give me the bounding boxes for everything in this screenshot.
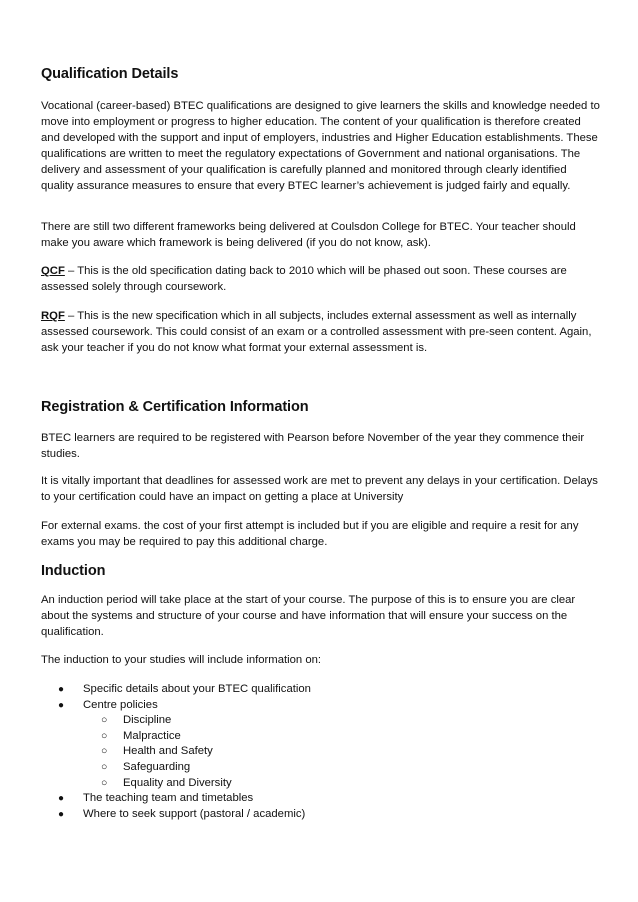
sublist-item bbox=[83, 760, 601, 776]
induction-paragraph-1: An induction period will take place at the start of your course. The purpose of this is to ensure you are clear about the systems and structure of your course and have information that will ensure your success on the qualification. bbox=[41, 594, 576, 638]
induction-heading: Induction bbox=[41, 563, 106, 579]
list-item bbox=[41, 698, 601, 792]
sublist-item-text: Health and Safety bbox=[123, 745, 213, 758]
circle-bullet-icon: ○ bbox=[101, 776, 108, 789]
qcf-label: QCF bbox=[41, 265, 65, 277]
frameworks-paragraph: There are still two different frameworks being delivered at Coulsdon College for BTEC. Your teacher should make you aware which framework is being delivered (if you do not know, ask). bbox=[41, 221, 576, 249]
list-item-text: The teaching team and timetables bbox=[83, 792, 254, 805]
qualification-section bbox=[41, 66, 601, 82]
policies-sublist bbox=[83, 713, 601, 791]
list-item bbox=[41, 682, 601, 698]
induction-p2-block bbox=[41, 653, 601, 669]
bullet-icon: ● bbox=[58, 793, 65, 805]
qcf-block bbox=[41, 264, 601, 296]
induction-paragraph-2: The induction to your studies will include information on: bbox=[41, 654, 322, 666]
registration-p3-block bbox=[41, 519, 601, 551]
rqf-block bbox=[41, 309, 601, 357]
sublist-item-text: Equality and Diversity bbox=[123, 776, 232, 789]
registration-p1-block bbox=[41, 431, 601, 463]
qualification-body bbox=[41, 99, 601, 194]
induction-section bbox=[41, 563, 601, 579]
registration-p2-block bbox=[41, 474, 601, 506]
circle-bullet-icon: ○ bbox=[101, 760, 108, 773]
registration-paragraph-3: For external exams. the cost of your first attempt is included but if you are eligible and require a resit for any exams you may be required to pay this additional charge. bbox=[41, 520, 579, 548]
list-item bbox=[41, 791, 601, 807]
sublist-item bbox=[83, 776, 601, 792]
circle-bullet-icon: ○ bbox=[101, 745, 108, 758]
induction-p1-block bbox=[41, 593, 601, 641]
qualification-heading: Qualification Details bbox=[41, 66, 179, 82]
bullet-icon: ● bbox=[58, 699, 65, 711]
rqf-paragraph bbox=[41, 309, 601, 357]
frameworks-block bbox=[41, 220, 601, 252]
induction-list bbox=[41, 682, 601, 822]
circle-bullet-icon: ○ bbox=[101, 729, 108, 742]
registration-paragraph-2: It is vitally important that deadlines for assessed work are met to prevent any delays in your certification. Delays to your certification could have an impact on getting a place at University bbox=[41, 475, 598, 503]
sublist-item-text: Discipline bbox=[123, 714, 172, 727]
registration-heading: Registration & Certification Information bbox=[41, 399, 309, 415]
bullet-icon: ● bbox=[58, 808, 65, 820]
list-item bbox=[41, 807, 601, 823]
sublist-item-text: Malpractice bbox=[123, 729, 181, 742]
sublist-item-text: Safeguarding bbox=[123, 760, 191, 773]
list-item-text: Where to seek support (pastoral / academic) bbox=[83, 807, 306, 820]
qcf-text: – This is the old specification dating back to 2010 which will be phased out soon. These courses are assessed solely through coursework. bbox=[41, 265, 567, 293]
bullet-icon: ● bbox=[58, 684, 65, 695]
sublist-item bbox=[83, 744, 601, 760]
qualification-paragraph: Vocational (career-based) BTEC qualifications are designed to give learners the skills and knowledge needed to move into employment or progress to higher education. The content of your qualification is therefore created and developed with the support and input of employers, industries and Higher Education establishments. These qualifications are written to meet the regulatory expectations of Government and national organisations. The delivery and assessment of your qualification is carefully planned and monitored through clearly identified quality assurance measures to ensure that every BTEC learner’s achievement is judged fairly and equally. bbox=[41, 100, 600, 192]
list-item-text: Centre policies bbox=[83, 698, 158, 711]
registration-section bbox=[41, 399, 601, 415]
list-item-text: Specific details about your BTEC qualification bbox=[83, 683, 311, 695]
qcf-paragraph bbox=[41, 264, 601, 296]
sublist-item bbox=[83, 729, 601, 745]
circle-bullet-icon: ○ bbox=[101, 714, 108, 727]
rqf-text: – This is the new specification which in all subjects, includes external assessment as well as internally assessed coursework. This could consist of an exam or a controlled assessment with pre-seen content. Again, ask your teacher if you do not know what format your external assessment is. bbox=[41, 310, 592, 354]
sublist-item bbox=[83, 713, 601, 729]
rqf-label: RQF bbox=[41, 310, 65, 322]
registration-paragraph-1: BTEC learners are required to be registered with Pearson before November of the year they commence their studies. bbox=[41, 432, 585, 460]
